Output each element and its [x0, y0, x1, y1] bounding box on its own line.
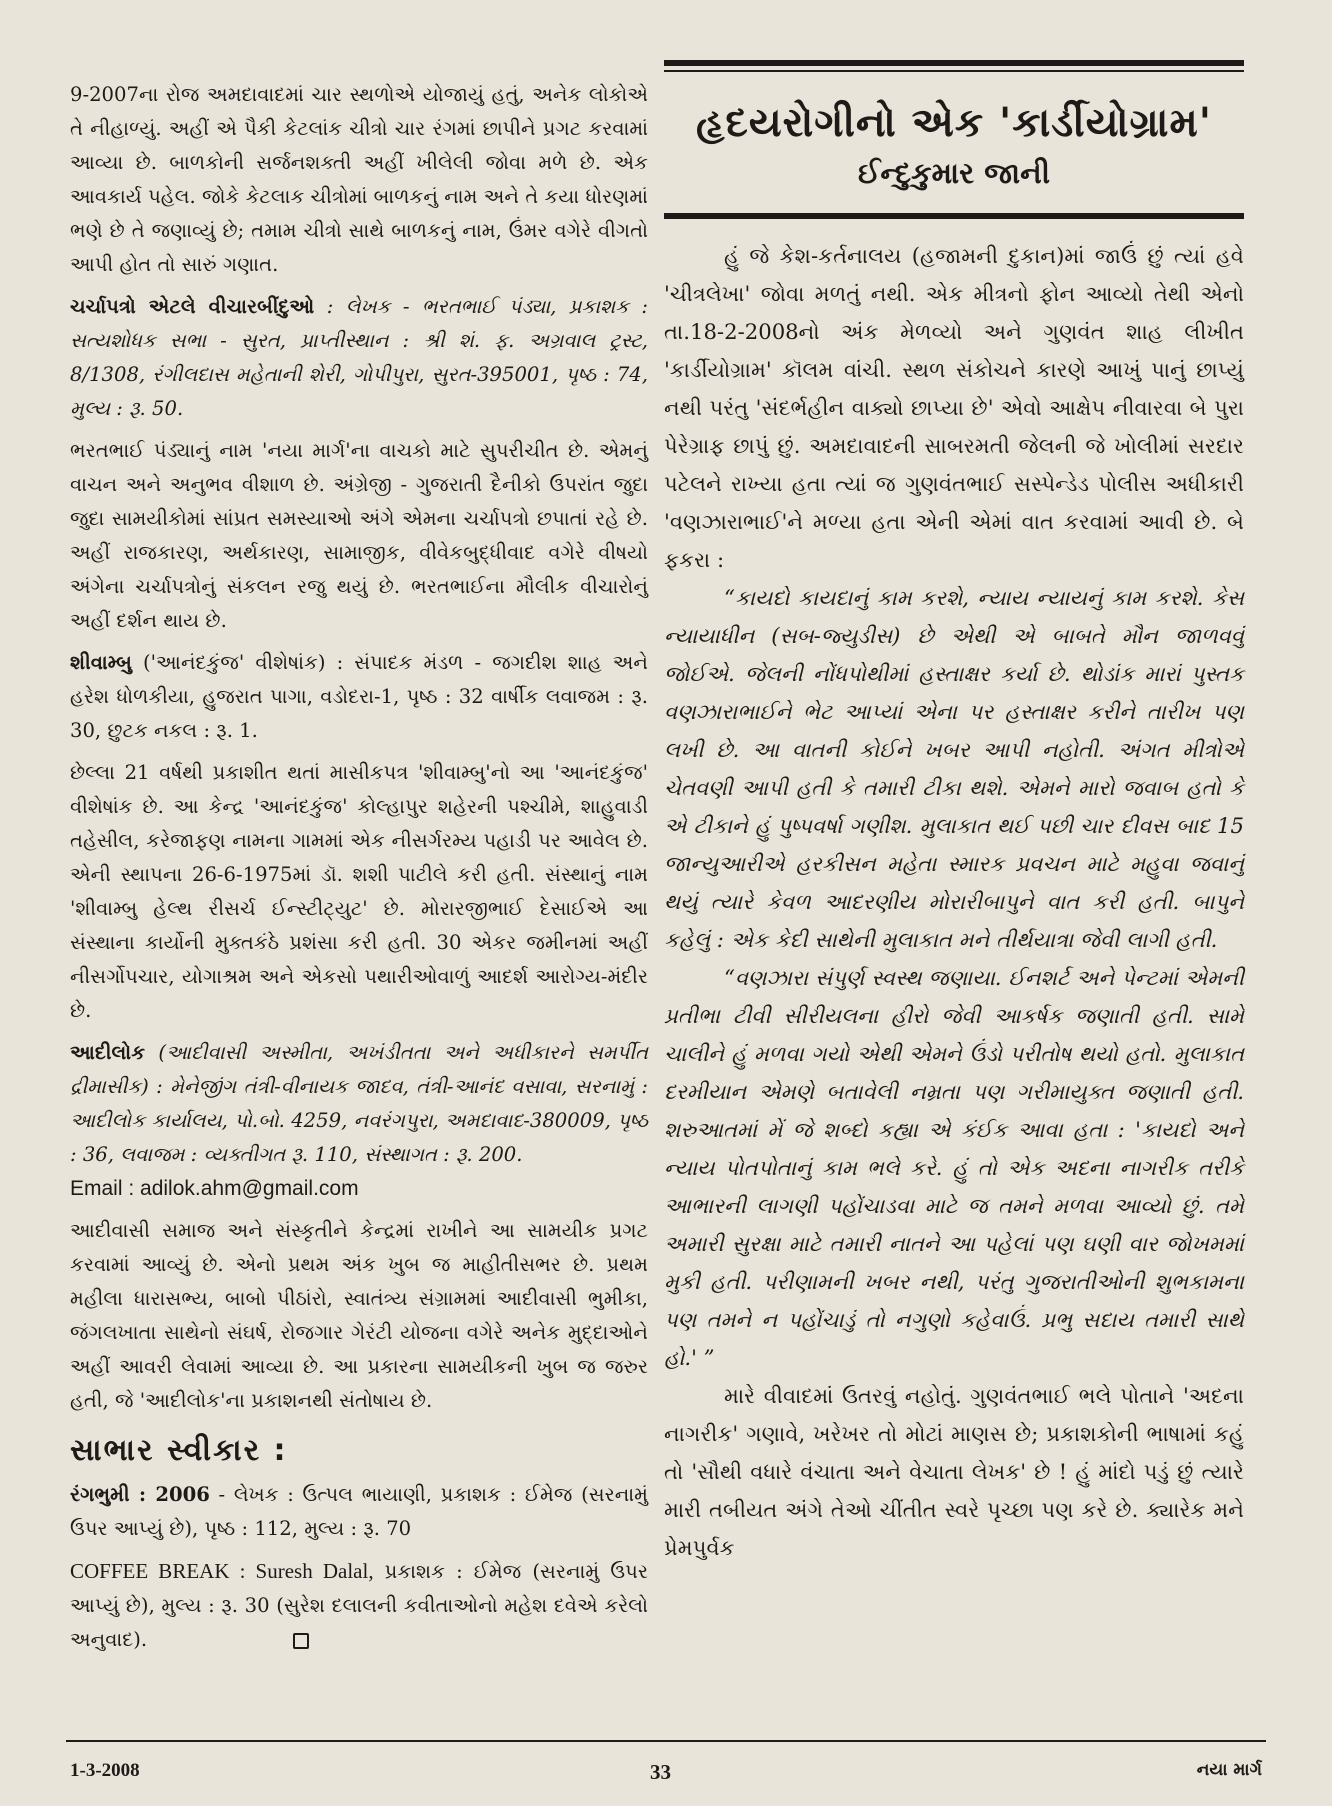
- review-1-header: [70, 290, 648, 426]
- acknowledgement-1-title: રંગભુમી : 2006: [70, 1483, 210, 1506]
- article-paragraph: હું જે કેશ-કર્તનાલય (હજામની દુકાન)માં જાઉં છું ત્યાં હવે 'ચીત્રલેખા' જોવા મળતું નથી. એક મીત્રનો ફોન આવ્યો તેથી એનો તા.18-2-2008નો અંક મેળવ્યો અને ગુણવંત શાહ લીખીત 'કાર્ડીયોગ્રામ' કૉલમ વાંચી. સ્થળ સંકોચને કારણે આખું પાનું છાપ્યું નથી પરંતુ 'સંદર્ભહીન વાક્યો છાપ્યા છે' એવો આક્ષેપ નીવારવા બે પુરા પેરેગ્રાફ છાપું છું. અમદાવાદની સાબરમતી જેલની જે ખોલીમાં સરદાર પટેલને રાખ્યા હતા ત્યાં જ ગુણવંતભાઈ સસ્પેન્ડેડ પોલીસ અધીકારી 'વણઝારાભાઈ'ને મળ્યા હતા એની એમાં વાત કરવામાં આવી છે. બે ફકરા :: [664, 243, 1244, 572]
- article-title: હૃદયરોગીનો એક 'કાર્ડીયોગ્રામ': [696, 100, 1212, 146]
- article-quote-paragraph: “કાયદો કાયદાનું કામ કરશે, ન્યાય ન્યાયનું કામ કરશે. કેસ ન્યાયાધીન (સબ-જ્યુડીસ) છે એથી એ બાબતે મૌન જાળવવું જોઈએ. જેલની નોંધપોથીમાં હસ્તાક્ષર કર્યા છે. થોડાંક મારાં પુસ્તક વણઝારાભાઈને ભેટ આપ્યાં એના પર હસ્તાક્ષર કરીને તારીખ પણ લખી છે. આ વાતની કોઈને ખબર આપી નહોતી. અંગત મીત્રોએ ચેતવણી આપી હતી કે તમારી ટીકા થશે. એમને મારો જવાબ હતો કે એ ટીકાને હું પુષ્પવર્ષા ગણીશ. મુલાકાત થઈ પછી ચાર દીવસ બાદ 15 જાન્યુઆરીએ હરકીસન મહેતા સ્મારક પ્રવચન માટે મહુવા જવાનું થયું ત્યારે કેવળ આદરણીય મોરારીબાપુને વાત કરી હતી. બાપુને કહેલું : એક કેદી સાથેની મુલાકાત મને તીર્થયાત્રા જેવી લાગી હતી.: [664, 585, 1244, 952]
- review-1-details: : લેખક - ભરતભાઈ પંડ્યા, પ્રકાશક : સત્યશોધક સભા - સુરત, પ્રાપ્તીસ્થાન : શ્રી શં. ફ. અગ્રવાલ ટ્રસ્ટ, 8/1308, રંગીલદાસ મહેતાની શેરી, ગોપીપુરા, સુરત-395001, પૃષ્ઠ : 74, મુલ્ય : રૂ. 50.: [70, 295, 648, 420]
- left-column: [70, 78, 648, 1665]
- article-author: ઈન્દુકુમાર જાની: [857, 156, 1050, 190]
- acknowledgement-2: [70, 1554, 648, 1657]
- title-rule-top: [664, 60, 1244, 66]
- end-of-section-box-icon: [293, 1633, 309, 1649]
- acknowledgement-heading: સાભાર સ્વીકાર :: [70, 1433, 288, 1468]
- review-2-title: શીવામ્બુ: [70, 651, 132, 674]
- review-3-header: [70, 1036, 648, 1206]
- intro-paragraph: 9-2007ના રોજ અમદાવાદમાં ચાર સ્થળોએ યોજાયું હતું, અનેક લોકોએ તે નીહાળ્યું. અહીં એ પૈકી કેટલાંક ચીત્રો ચાર રંગમાં છાપીને પ્રગટ કરવામાં આવ્યા છે. બાળકોની સર્જનશક્તી અહીં ખીલેલી જોવા મળે છે. એક આવકાર્ય પહેલ. જોકે કેટલાક ચીત્રોમાં બાળકનું નામ અને તે કયા ધોરણમાં ભણે છે તે જણાવ્યું છે; તમામ ચીત્રો સાથે બાળકનું નામ, ઉંમર વગેરે વીગતો આપી હોત તો સારું ગણાત.: [70, 83, 648, 276]
- article-quote-paragraph: “વણઝારા સંપુર્ણ સ્વસ્થ જણાયા. ઈનશર્ટ અને પેન્ટમાં એમની પ્રતીભા ટીવી સીરીયલના હીરો જેવી આકર્ષક જણાતી હતી. સામે ચાલીને હું મળવા ગયો એથી એમને ઉંડો પરીતોષ થયો હતો. મુલાકાત દરમીયાન એમણે બતાવેલી નમ્રતા પણ ગરીમાયુક્ત જણાતી હતી. શરુઆતમાં મેં જે શબ્દો કહ્યા એ કંઈક આવા હતા : 'કાયદો અને ન્યાય પોતપોતાનું કામ ભલે કરે. હું તો એક અદના નાગરીક તરીકે આભારની લાગણી પહોંચાડવા માટે જ તમને મળવા આવ્યો છું. તમે અમારી સુરક્ષા માટે તમારી નાતને આ પહેલાં પણ ઘણી વાર જોખમમાં મુકી હતી. પરીણામની ખબર નથી, પરંતુ ગુજરાતીઓની શુભકામના પણ તમને ન પહોંચાડું તો નગુણો કહેવાઉં. પ્રભુ સદાય તમારી સાથે હો.' ”: [664, 965, 1244, 1370]
- review-3-body: આદીવાસી સમાજ અને સંસ્કૃતીને કેન્દ્રમાં રાખીને આ સામયીક પ્રગટ કરવામાં આવ્યું છે. એનો પ્રથમ અંક ખુબ જ માહીતીસભર છે. પ્રથમ મહીલા ધારાસભ્ય, બાબો પીઠાંરો, સ્વાતંત્ર્ય સંગ્રામમાં આદીવાસી ભુમીકા, જંગલખાતા સાથેનો સંઘર્ષ, રોજગાર ગેરંટી યોજના વગેરે અનેક મુદ્દાઓને અહીં આવરી લેવામાં આવ્યા છે. આ પ્રકારના સામયીકની ખુબ જ જરુર હતી, જે 'આદીલોક'ના પ્રકાશનથી સંતોષાય છે.: [70, 1219, 648, 1412]
- acknowledgement-1-details: - લેખક : ઉત્પલ ભાયાણી, પ્રકાશક : ઈમેજ (સરનામું ઉપર આપ્યું છે), પૃષ્ઠ : 112, મુલ્ય : રૂ. 70: [70, 1483, 648, 1540]
- footer-date: 1-3-2008: [70, 1760, 140, 1781]
- review-3-email: Email : adilok.ahm@gmail.com: [70, 1177, 359, 1200]
- magazine-name: નયા માર્ગ: [1196, 1760, 1262, 1780]
- acknowledgement-2-details: પ્રકાશક : ઈમેજ (સરનામું ઉપર આપ્યું છે), મુલ્ય : રૂ. 30 (સુરેશ દલાલની કવીતાઓનો મહેશ દવેએ કરેલો અનુવાદ).: [70, 1560, 648, 1651]
- review-1-title: ચર્ચાપત્રો એટલે વીચારબીંદુઓ: [70, 295, 315, 318]
- acknowledgement-2-title: COFFEE BREAK : Suresh Dalal,: [70, 1559, 374, 1583]
- page-number: 33: [650, 1760, 671, 1784]
- review-2-header: [70, 646, 648, 748]
- review-1-body: ભરતભાઈ પંડ્યાનું નામ 'નયા માર્ગ'ના વાચકો માટે સુપરીચીત છે. એમનું વાચન અને અનુભવ વીશાળ છે. અંગ્રેજી - ગુજરાતી દૈનીકો ઉપરાંત જુદા જુદા સામયીકોમાં સાંપ્રત સમસ્યાઓ અંગે એમના ચર્ચાપત્રો છપાતાં રહે છે. અહીં રાજકારણ, અર્થકારણ, સામાજીક, વીવેકબુદ્ધીવાદ વગેરે વીષયો અંગેના ચર્ચાપત્રોનું સંકલન રજુ થયું છે. ભરતભાઈના મૌલીક વીચારોનું અહીં દર્શન થાય છે.: [70, 439, 648, 632]
- review-3-details: (આદીવાસી અસ્મીતા, અખંડીતતા અને અધીકારને સમર્પીત દ્રીમાસીક) : મેનેજીંગ તંત્રી-વીનાયક જાદવ, તંત્રી-આનંદ વસાવા, સરનામું : આદીલોક કાર્યાલય, પો.બો. 4259, નવરંગપુરા, અમદાવાદ-380009, પૃષ્ઠ : 36, લવાજમ : વ્યક્તીગત રૂ. 110, સંસ્થાગત : રૂ. 200.: [70, 1041, 648, 1166]
- footer-rule: [66, 1740, 1266, 1742]
- title-rule-bottom: [664, 213, 1244, 219]
- review-3-title: આદીલોક: [70, 1041, 146, 1064]
- review-2-body: છેલ્લા 21 વર્ષથી પ્રકાશીત થતાં માસીકપત્ર 'શીવામ્બુ'નો આ 'આનંદકુંજ' વીશેષાંક છે. આ કેન્દ્ર 'આનંદકુંજ' કોલ્હાપુર શહેરની પશ્ચીમે, શાહુવાડી તહેસીલ, કરેજાફણ નામના ગામમાં એક નીસર્ગરમ્ય પહાડી પર આવેલ છે. એની સ્થાપના 26-6-1975માં ડૉ. શશી પાટીલે કરી હતી. સંસ્થાનું નામ 'શીવામ્બુ હેલ્થ રીસર્ચ ઈન્સ્ટીટ્યુટ' છે. મોરારજીભાઈ દેસાઈએ આ સંસ્થાના કાર્યોની મુક્તકંઠે પ્રશંસા કરી હતી. 30 એકર જમીનમાં અહીં નીસર્ગોપચાર, યોગાશ્રમ અને એકસો પથારીઓવાળું આદર્શ આરોગ્ય-મંદીર છે.: [70, 761, 648, 1022]
- article-body: [664, 237, 1244, 1567]
- title-rule-top-thin: [664, 70, 1244, 72]
- article-paragraph: મારે વીવાદમાં ઉતરવું નહોતું. ગુણવંતભાઈ ભલે પોતાને 'અદના નાગરીક' ગણાવે, ખરેખર તો મોટાં માણસ છે; પ્રકાશકોની ભાષામાં કહું તો 'સૌથી વધારે વંચાતા અને વેચાતા લેખક' છે ! હું માંદો પડું છું ત્યારે મારી તબીયત અંગે તેઓ ચીંતીત સ્વરે પૃચ્છા પણ કરે છે. ક્યારેક મને પ્રેમપુર્વક: [664, 1383, 1244, 1560]
- article-column: [664, 60, 1244, 1567]
- acknowledgement-1: [70, 1478, 648, 1546]
- review-2-details: ('આનંદકુંજ' વીશેષાંક) : સંપાદક મંડળ - જગદીશ શાહ અને હરેશ ધોળકીયા, હુજરાત પાગા, વડોદરા-1, પૃષ્ઠ : 32 વાર્ષીક લવાજમ : રૂ. 30, છુટક નકલ : રૂ. 1.: [70, 651, 648, 742]
